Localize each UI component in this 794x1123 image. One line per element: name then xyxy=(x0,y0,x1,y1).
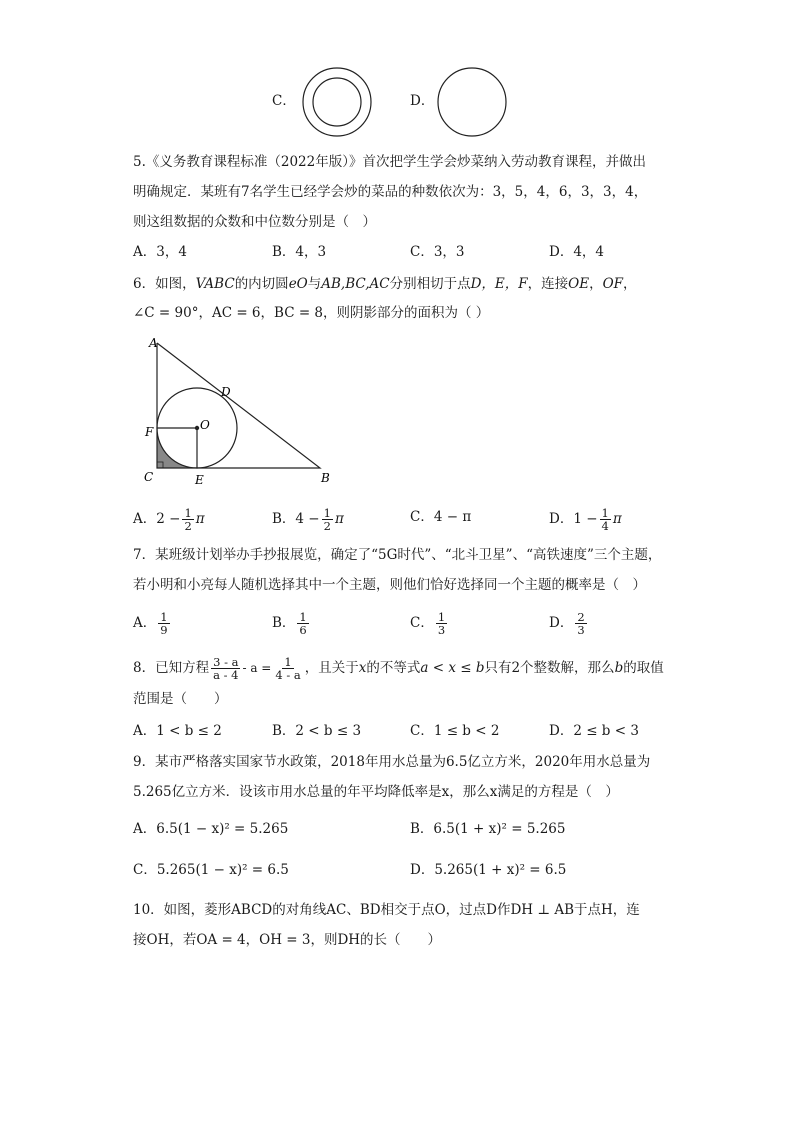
q5-line-2: 明确规定．某班有7名学生已经学会炒的菜品的种数依次为：3，5，4，6，3，3，4， xyxy=(133,184,648,200)
q8-option-b: B．2 < b ≤ 3 xyxy=(272,723,362,739)
den: 3 xyxy=(437,623,446,637)
q8-b: b xyxy=(614,660,624,676)
q6-line-1 xyxy=(133,274,637,294)
q8-inequality: a < x ≤ b xyxy=(420,660,485,676)
q5-line-3: 则这组数据的众数和中位数分别是（ ） xyxy=(133,214,376,230)
q9-option-a: A．6.5(1 − x)² = 5.265 xyxy=(133,821,289,837)
label: C． xyxy=(410,615,434,631)
q6-line-2: ∠C = 90°，AC = 6，BC = 8，则阴影部分的面积为（ ） xyxy=(133,305,490,321)
q6-opt-a-post: π xyxy=(195,511,205,527)
q6-option-b xyxy=(272,507,344,532)
den: 4 - a xyxy=(275,668,301,682)
q8-frac-1 xyxy=(211,656,240,681)
q9-option-d: D．5.265(1 + x)² = 6.5 xyxy=(410,862,567,878)
q8-x: x xyxy=(358,660,367,676)
q5-option-b: B．4，3 xyxy=(272,244,327,260)
den: 6 xyxy=(299,623,307,637)
q8-line-1 xyxy=(133,656,664,681)
triangle-abc xyxy=(157,343,320,468)
q8-text-c: 的不等式 xyxy=(366,660,421,676)
q6-opt-d-pre: 1 − xyxy=(573,511,598,527)
num: 1 xyxy=(160,610,168,624)
q6-figure xyxy=(135,330,335,490)
q8-text-a: 8．已知方程 xyxy=(133,660,210,676)
label: D． xyxy=(549,615,574,631)
q10-line-2: 接OH，若OA = 4，OH = 3，则DH的长（ ） xyxy=(133,932,442,948)
q6-text-a: 6．如图， xyxy=(133,276,196,292)
frac xyxy=(297,611,308,636)
label-c: C xyxy=(144,470,154,484)
q7-line-1: 7．某班级计划举办手抄报展览，确定了“5G时代”、“北斗卫星”、“高铁速度”三个主题， xyxy=(133,547,662,563)
q6-option-d xyxy=(549,507,622,532)
inner-circle xyxy=(313,78,361,126)
q7-line-2: 若小明和小亮每人随机选择其中一个主题，则他们恰好选择同一个主题的概率是（ ） xyxy=(133,577,646,593)
q7-option-c xyxy=(410,611,449,636)
q9-line-1: 9．某市严格落实国家节水政策，2018年用水总量为6.5亿立方米，2020年用水总量为 xyxy=(133,754,651,770)
q4-option-c-figure xyxy=(300,65,374,139)
q8-frac-2 xyxy=(273,656,302,681)
frac xyxy=(158,611,169,636)
q6-opt-d-label: D． xyxy=(549,511,574,527)
center-o xyxy=(195,426,199,430)
q8-option-c: C．1 ≤ b < 2 xyxy=(410,723,500,739)
frac xyxy=(575,611,586,636)
q6-sides: AB,BC,AC xyxy=(321,276,390,292)
q6-text-f: ， xyxy=(623,276,637,292)
q6-text-b: 的内切圆 xyxy=(234,276,289,292)
q9-line-2: 5.265亿立方米．设该市用水总量的年平均降低率是x，那么x满足的方程是（ ） xyxy=(133,784,619,800)
q4-option-c-label: C． xyxy=(272,93,296,109)
q6-opt-c-label: C． xyxy=(410,509,434,525)
single-circle xyxy=(438,68,506,136)
den: 9 xyxy=(160,623,168,637)
q6-opt-a-label: A． xyxy=(133,511,157,527)
den: a - 4 xyxy=(213,668,239,682)
q6-text-d: 分别相切于点 xyxy=(389,276,471,292)
label-b: B xyxy=(321,471,330,485)
q8-text-e: 的取值 xyxy=(623,660,664,676)
frac xyxy=(436,611,447,636)
num: 1 xyxy=(184,506,192,520)
q6-circle: eO xyxy=(288,276,308,292)
q10-line-1: 10．如图，菱形ABCD的对角线AC、BD相交于点O，过点D作DH ⊥ AB于点H，连 xyxy=(133,902,640,918)
den: 4 xyxy=(601,519,609,533)
q7-option-b xyxy=(272,611,311,636)
q6-opt-c-pre: 4 − π xyxy=(433,509,472,525)
q5-option-d: D．4，4 xyxy=(549,244,605,260)
label: A． xyxy=(133,615,157,631)
q4-option-d-figure xyxy=(435,65,509,139)
label-d: D xyxy=(221,385,231,399)
q6-opt-a-pre: 2 − xyxy=(156,511,181,527)
num: 1 xyxy=(284,655,292,669)
q6-text-e: ，连接 xyxy=(527,276,569,292)
q7-option-d xyxy=(549,611,589,636)
q6-opt-d-frac xyxy=(600,507,611,532)
num: 1 xyxy=(323,506,331,520)
q6-triangle: VABC xyxy=(195,276,235,292)
label-a: A xyxy=(149,336,158,350)
q5-option-a: A．3，4 xyxy=(133,244,187,260)
q6-points: D，E，F xyxy=(470,276,528,292)
q6-of: OF xyxy=(602,276,624,292)
q5-line-1: 5.《义务教育课程标准（2022年版）》首次把学生学会炒菜纳入劳动教育课程，并做出 xyxy=(133,154,646,170)
label-o: O xyxy=(200,418,210,432)
q7-option-a xyxy=(133,611,172,636)
num: 1 xyxy=(437,610,446,624)
q6-opt-b-label: B． xyxy=(272,511,296,527)
q8-option-d: D．2 ≤ b < 3 xyxy=(549,723,639,739)
q6-option-a xyxy=(133,507,205,532)
q6-sep: ， xyxy=(589,276,603,292)
q6-opt-d-post: π xyxy=(612,511,622,527)
label: B． xyxy=(272,615,296,631)
q6-opt-b-post: π xyxy=(334,511,344,527)
q5-option-c: C．3，3 xyxy=(410,244,465,260)
q8-mid: - a = xyxy=(242,661,272,675)
den: 3 xyxy=(577,623,585,637)
q6-option-c xyxy=(410,507,471,527)
q6-opt-b-pre: 4 − xyxy=(295,511,320,527)
q8-text-b: ，且关于 xyxy=(304,660,359,676)
num: 1 xyxy=(299,610,307,624)
num: 3 - a xyxy=(213,655,239,669)
num: 1 xyxy=(601,506,609,520)
q6-text-c: 与 xyxy=(307,276,322,292)
q6-opt-a-frac xyxy=(182,507,193,532)
den: 2 xyxy=(184,519,192,533)
den: 2 xyxy=(323,519,331,533)
label-f: F xyxy=(145,425,154,439)
q6-oe: OE xyxy=(568,276,590,292)
q8-line-2: 范围是（ ） xyxy=(133,691,228,707)
q4-option-d-label: D． xyxy=(410,93,435,109)
q8-option-a: A．1 < b ≤ 2 xyxy=(133,723,222,739)
q9-option-c: C．5.265(1 − x)² = 6.5 xyxy=(133,862,289,878)
num: 2 xyxy=(577,610,585,624)
q9-option-b: B．6.5(1 + x)² = 5.265 xyxy=(410,821,566,837)
label-e: E xyxy=(195,473,204,487)
q8-text-d: 只有2个整数解，那么 xyxy=(484,660,615,676)
q6-opt-b-frac xyxy=(322,507,333,532)
